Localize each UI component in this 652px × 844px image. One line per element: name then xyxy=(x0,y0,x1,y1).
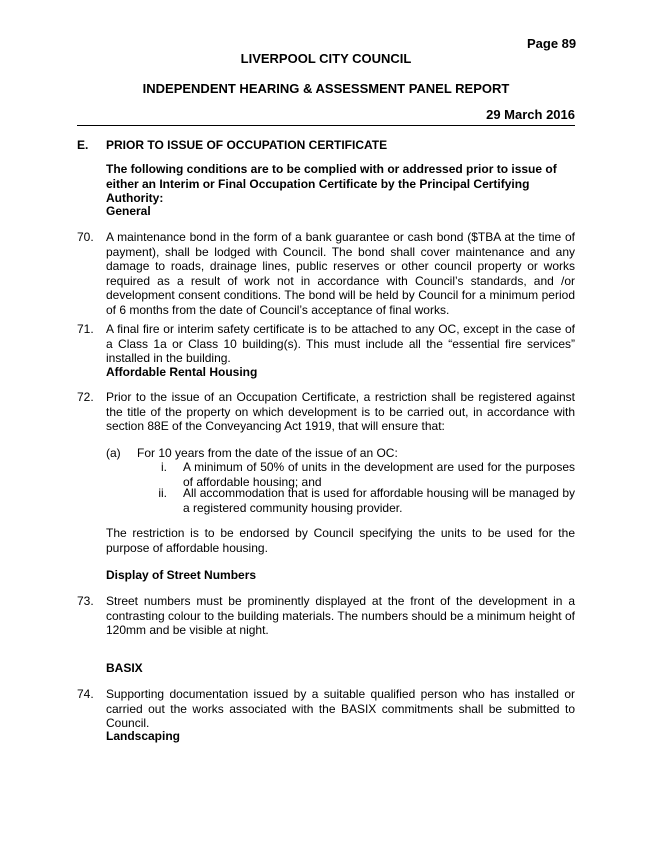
report-title: INDEPENDENT HEARING & ASSESSMENT PANEL REPORT xyxy=(142,81,510,96)
condition-72-item-i-number: i. xyxy=(161,460,167,474)
condition-74-number: 74. xyxy=(77,687,94,701)
heading-general: General xyxy=(106,204,151,218)
condition-74-text: Supporting documentation issued by a suitable qualified person who has installed or carried out the works associated with the BASIX commitments shall be submitted to Council. xyxy=(106,687,575,730)
section-intro: The following conditions are to be complied with or addressed prior to issue of either an Interim or Final Occupation Certificate by the Principal Certifying Authority: xyxy=(106,162,557,205)
condition-70-text: A maintenance bond in the form of a bank guarantee or cash bond ($TBA at the time of payment), shall be lodged with Council. The bond shall cover maintenance and any damage to roads, drainage lines, public reserves or other council property or works required as a result of work not in accordance with Council’s standards, and /or development consent conditions. The bond will be held by Council for a minimum period of 6 months from the date of Council’s acceptance of final works. xyxy=(106,230,575,317)
header-divider xyxy=(77,125,575,126)
condition-72-number: 72. xyxy=(77,390,94,404)
condition-73-number: 73. xyxy=(77,594,94,608)
condition-71-number: 71. xyxy=(77,322,94,336)
condition-72-item-i-text: A minimum of 50% of units in the development are used for the purposes of affordable housing; and xyxy=(183,460,575,489)
section-title: PRIOR TO ISSUE OF OCCUPATION CERTIFICATE xyxy=(106,138,388,152)
condition-72-sub-text: For 10 years from the date of the issue of an OC: xyxy=(137,446,398,460)
report-date: 29 March 2016 xyxy=(486,107,575,122)
council-name: LIVERPOOL CITY COUNCIL xyxy=(240,51,412,66)
heading-affordable-rental-housing: Affordable Rental Housing xyxy=(106,365,258,379)
page-number: Page 89 xyxy=(527,36,577,51)
heading-street-numbers: Display of Street Numbers xyxy=(106,568,257,582)
condition-70-number: 70. xyxy=(77,230,94,244)
heading-landscaping: Landscaping xyxy=(106,729,181,743)
section-letter: E. xyxy=(77,138,89,152)
condition-72-text: Prior to the issue of an Occupation Certificate, a restriction shall be registered against the title of the property on which development is to be carried out, in accordance with section 88E of the Conveyancing Act 1919, that will ensure that: xyxy=(106,390,575,433)
condition-72-closing: The restriction is to be endorsed by Council specifying the units to be used for the purpose of affordable housing. xyxy=(106,526,575,555)
heading-basix: BASIX xyxy=(106,661,143,675)
condition-72-item-ii-number: ii. xyxy=(158,486,167,500)
condition-72-item-ii-text: All accommodation that is used for affordable housing will be managed by a registered community housing provider. xyxy=(183,486,575,515)
condition-73-text: Street numbers must be prominently displayed at the front of the development in a contrasting colour to the building materials. The numbers should be a minimum height of 120mm and be visible at night. xyxy=(106,594,575,637)
condition-71-text: A final fire or interim safety certificate is to be attached to any OC, except in the case of a Class 1a or Class 10 building(s). This must include all the “essential fire services” installed in the building. xyxy=(106,322,575,365)
condition-72-sub-label: (a) xyxy=(106,446,121,460)
